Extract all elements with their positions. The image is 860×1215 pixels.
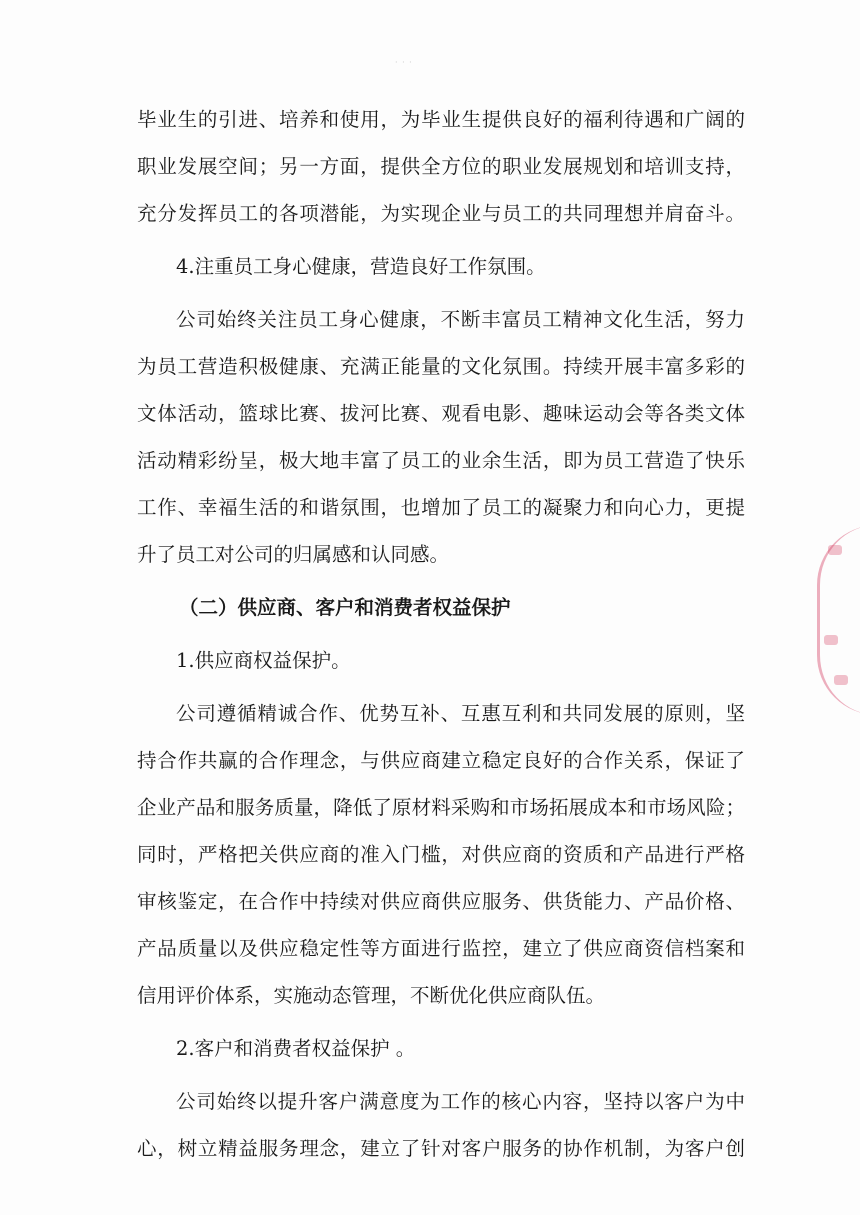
text-line: 产品质量以及供应稳定性等方面进行监控，建立了供应商资信档案和 — [137, 937, 745, 960]
paragraph-supplier — [137, 690, 745, 1019]
header-mark: · · · — [395, 58, 413, 67]
paragraph-continuation — [137, 96, 745, 237]
subheading-customer: 2.客户和消费者权益保护 。 — [176, 1037, 416, 1060]
text-line: 职业发展空间；另一方面，提供全方位的职业发展规划和培训支持， — [137, 155, 745, 178]
text-line: 文体活动，篮球比赛、拔河比赛、观看电影、趣味运动会等各类文体 — [137, 402, 745, 425]
section-title: （二）供应商、客户和消费者权益保护 — [179, 596, 511, 619]
text-line: 活动精彩纷呈，极大地丰富了员工的业余生活，即为员工营造了快乐 — [137, 449, 745, 472]
text-line: 审核鉴定，在合作中持续对供应商供应服务、供货能力、产品价格、 — [137, 890, 745, 913]
text-line: 持合作共赢的合作理念，与供应商建立稳定良好的合作关系，保证了 — [137, 749, 745, 772]
paragraph-customer — [137, 1078, 745, 1172]
text-line: 公司始终以提升客户满意度为工作的核心内容，坚持以客户为中 — [176, 1090, 745, 1113]
paragraph-health — [137, 296, 745, 578]
text-line: 为员工营造积极健康、充满正能量的文化氛围。持续开展丰富多彩的 — [137, 355, 745, 378]
subheading-supplier: 1.供应商权益保护。 — [176, 649, 351, 672]
text-line: 企业产品和服务质量，降低了原材料采购和市场拓展成本和市场风险； — [137, 796, 745, 819]
document-body — [137, 96, 745, 1172]
text-line: 毕业生的引进、培养和使用，为毕业生提供良好的福利待遇和广阔的 — [137, 108, 745, 131]
text-line: 同时，严格把关供应商的准入门槛，对供应商的资质和产品进行严格 — [137, 843, 745, 866]
subheading-health: 4.注重员工身心健康，营造良好工作氛围。 — [176, 255, 546, 278]
text-line: 信用评价体系，实施动态管理，不断优化供应商队伍。 — [137, 984, 606, 1007]
text-line: 升了员工对公司的归属感和认同感。 — [137, 543, 450, 566]
text-line: 公司遵循精诚合作、优势互补、互惠互利和共同发展的原则，坚 — [176, 702, 745, 725]
text-line: 充分发挥员工的各项潜能，为实现企业与员工的共同理想并肩奋斗。 — [137, 202, 745, 225]
text-line: 工作、幸福生活的和谐氛围，也增加了员工的凝聚力和向心力，更提 — [137, 496, 745, 519]
text-line: 心，树立精益服务理念，建立了针对客户服务的协作机制，为客户创 — [137, 1137, 745, 1160]
seal-stamp-partial — [817, 525, 860, 715]
text-line: 公司始终关注员工身心健康，不断丰富员工精神文化生活，努力 — [176, 308, 745, 331]
